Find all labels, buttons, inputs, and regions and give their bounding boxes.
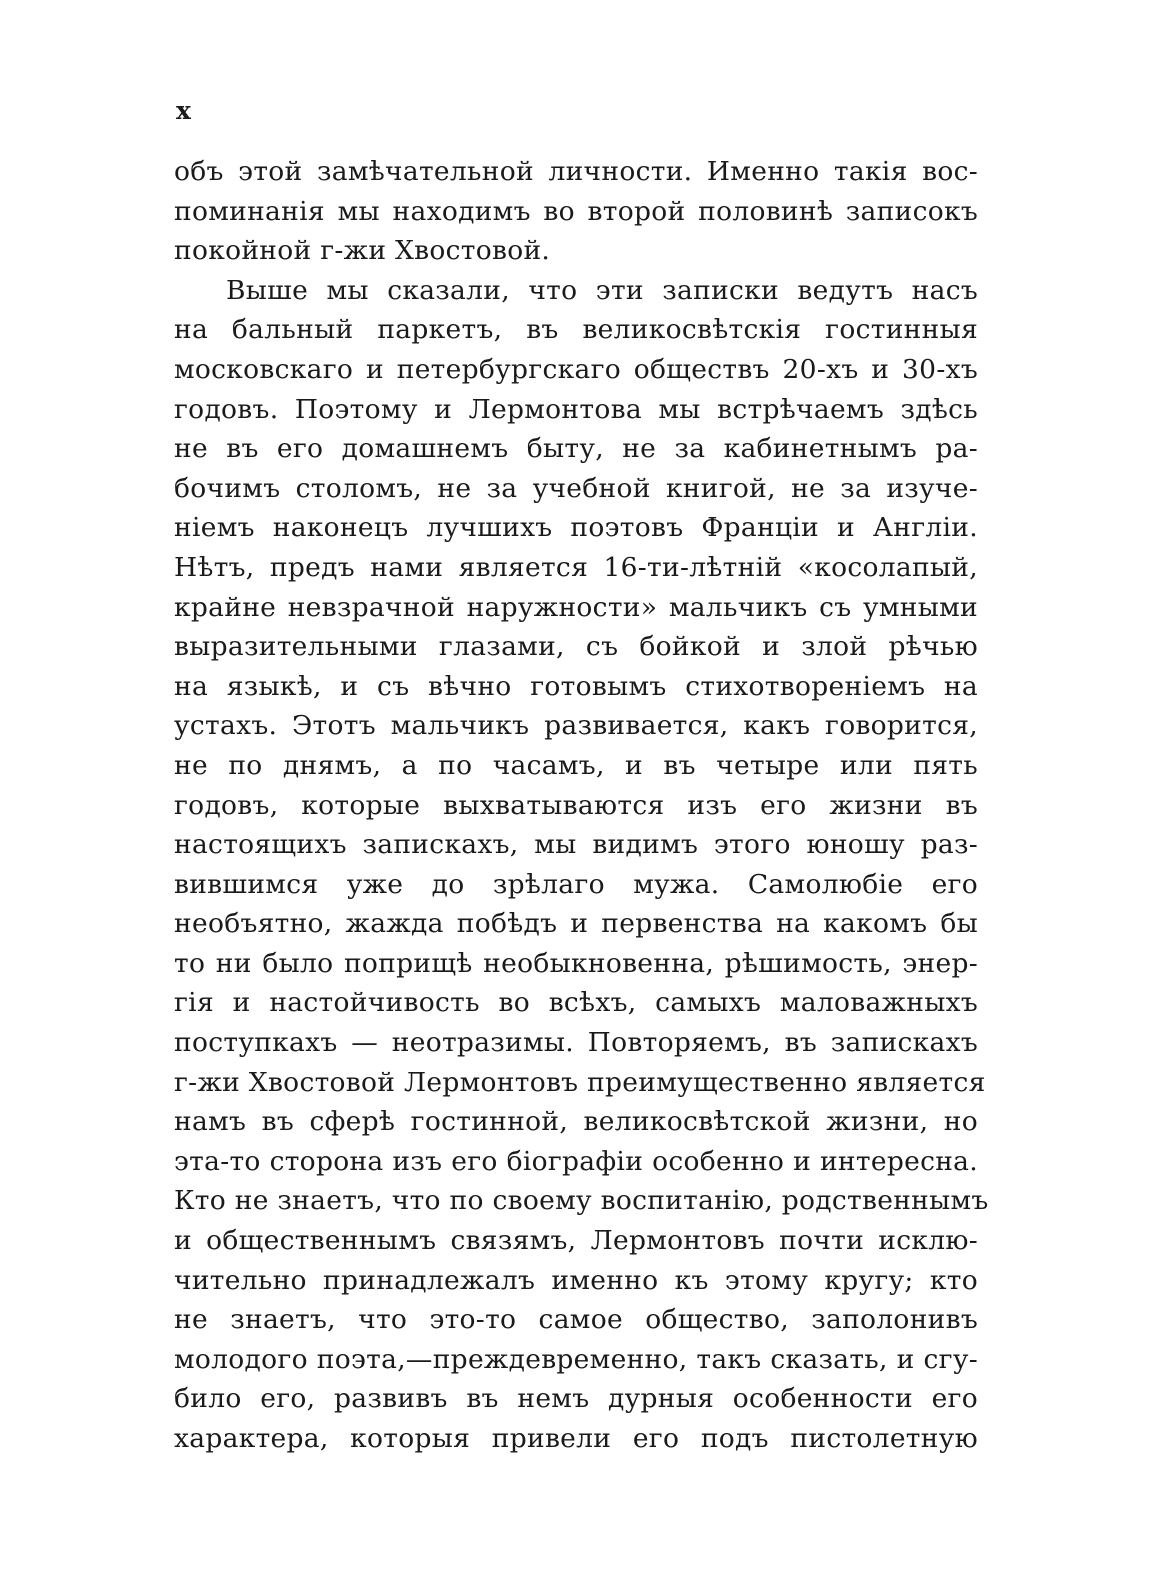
body-text — [174, 152, 989, 1459]
text-line: не знаетъ, что это-то самое общество, заполонивъ — [174, 1304, 978, 1336]
text-line: необъятно, жажда побѣдъ и первенства на какомъ бы — [174, 908, 978, 940]
text-line: намъ въ сферѣ гостинной, великосвѣтской жизни, но — [174, 1106, 978, 1138]
text-line: эта-то сторона изъ его біографіи особенно и интересна. — [174, 1145, 978, 1177]
text-line: г-жи Хвостовой Лермонтовъ преимущественно является — [174, 1066, 986, 1098]
text-line: поминанія мы находимъ во второй половинѣ записокъ — [174, 195, 978, 227]
text-line: молодого поэта,—преждевременно, такъ сказать, и сгу- — [174, 1343, 978, 1375]
text-line: годовъ. Поэтому и Лермонтова мы встрѣчаемъ здѣсь — [174, 393, 978, 425]
text-line: на бальный паркетъ, въ великосвѣтскія гостинныя — [174, 314, 978, 346]
text-line: то ни было поприщѣ необыкновенна, рѣшимость, энер- — [174, 947, 978, 979]
text-line: не въ его домашнемъ быту, не за кабинетнымъ ра- — [174, 433, 978, 465]
text-line: крайне невзрачной наружности» мальчикъ съ умными — [174, 591, 978, 623]
page-number: x — [176, 96, 191, 125]
text-line: Нѣтъ, предъ нами является 16-ти-лѣтній «косолапый, — [174, 551, 978, 583]
text-line: не по днямъ, а по часамъ, и въ четыре или пять — [174, 749, 978, 781]
text-line: гія и настойчивость во всѣхъ, самыхъ маловажныхъ — [174, 987, 978, 1019]
text-line: бочимъ столомъ, не за учебной книгой, не за изуче- — [174, 472, 978, 504]
text-line: выразительными глазами, съ бойкой и злой рѣчью — [174, 631, 978, 663]
text-line: поступкахъ — неотразимы. Повторяемъ, въ запискахъ — [174, 1027, 978, 1059]
text-line: Выше мы сказали, что эти записки ведутъ насъ — [226, 274, 978, 306]
text-line: устахъ. Этотъ мальчикъ развивается, какъ говорится, — [174, 710, 978, 742]
text-line: московскаго и петербургскаго обществъ 20-хъ и 30-хъ — [174, 353, 978, 385]
text-line: объ этой замѣчательной личности. Именно такія вос- — [174, 156, 978, 187]
text-line: ніемъ наконецъ лучшихъ поэтовъ Франціи и Англіи. — [174, 512, 978, 544]
text-line: на языкѣ, и съ вѣчно готовымъ стихотвореніемъ на — [174, 670, 978, 702]
text-line: покойной г-жи Хвостовой. — [174, 235, 551, 267]
text-line: Кто не знаетъ, что по своему воспитанію, родственнымъ — [174, 1185, 989, 1217]
text-line: настоящихъ запискахъ, мы видимъ этого юношу раз- — [174, 829, 978, 861]
text-line: годовъ, которые выхватываются изъ его жизни въ — [174, 789, 978, 821]
text-line: характера, которыя привели его подъ пистолетную — [174, 1423, 978, 1454]
text-line: и общественнымъ связямъ, Лермонтовъ почти исклю- — [174, 1225, 978, 1257]
text-line: вившимся уже до зрѣлаго мужа. Самолюбіе его — [174, 868, 978, 900]
text-line: чительно принадлежалъ именно къ этому кругу; кто — [174, 1264, 978, 1296]
text-line: било его, развивъ въ немъ дурныя особенности его — [174, 1383, 978, 1415]
